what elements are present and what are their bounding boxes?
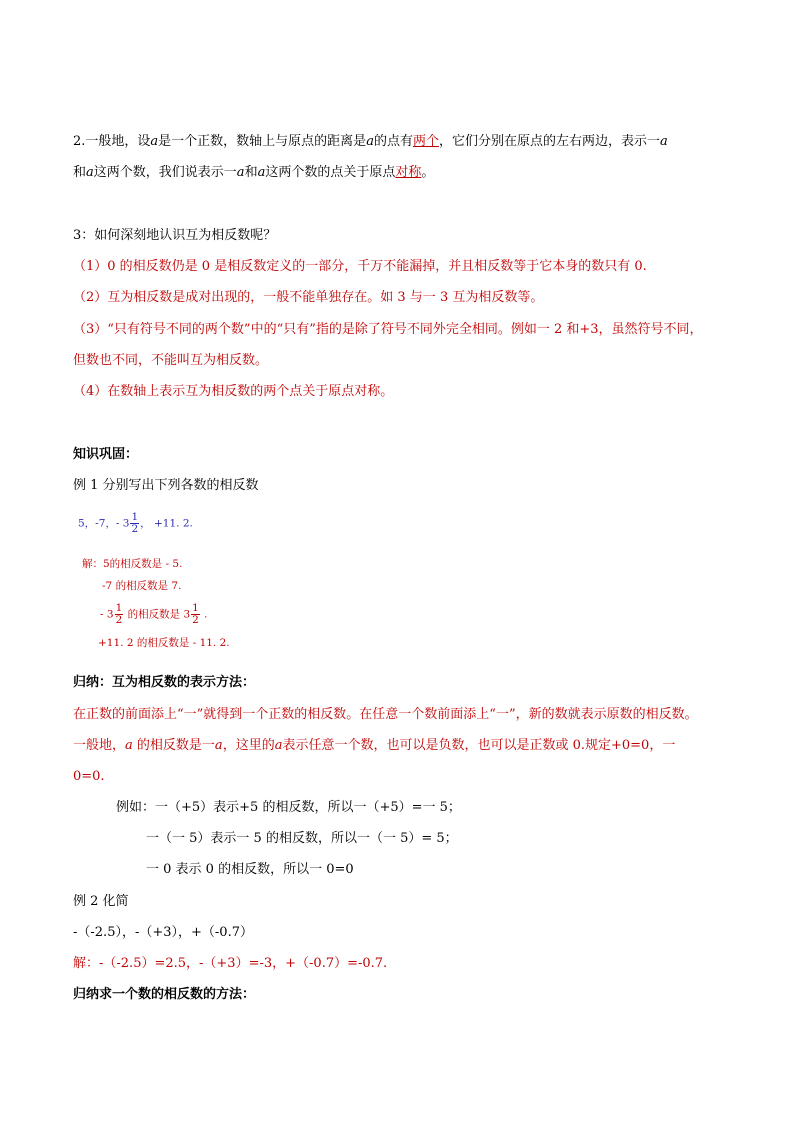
- text: 这两个数的点关于原点: [265, 165, 396, 180]
- text: 2.一般地，设: [73, 134, 151, 149]
- text: - 3: [100, 608, 114, 621]
- fraction-one-half: [130, 512, 139, 535]
- consolidation-heading: 知识巩固：: [73, 447, 139, 462]
- summary1-example-line3: 一 0 表示 0 的相反数，所以一 0=0: [146, 862, 354, 877]
- section3-item3-line2: 但数也不同，不能叫互为相反数。: [73, 353, 269, 368]
- text: 表示任意一个数，也可以是负数，也可以是正数或 0.规定+0=0，一: [282, 738, 676, 753]
- section2-line2: [73, 165, 434, 181]
- variable-a: a: [660, 134, 668, 149]
- variable-a: a: [150, 134, 159, 149]
- fraction-one-half: [191, 603, 200, 626]
- example1-numbers: [78, 512, 193, 535]
- section3-item1: （1）0 的相反数仍是 0 是相反数定义的一部分，千万不能漏掉，并且相反数等于它本身的数只有 0.: [73, 259, 647, 274]
- variable-a: a: [274, 738, 283, 753]
- example2-problem: -（-2.5），-（+3），+（-0.7）: [73, 925, 253, 940]
- solution1-line2: -7 的相反数是 7.: [102, 580, 182, 592]
- variable-a: a: [236, 165, 245, 180]
- example2-solution: 解：-（-2.5）=2.5，-（+3）=-3，+（-0.7）=-0.7.: [73, 956, 388, 971]
- keyword-symmetric: 对称: [395, 165, 422, 180]
- text: 。: [421, 165, 435, 180]
- fraction-numerator: 1: [192, 602, 199, 614]
- summary1-line1: 在正数的前面添上“一”就得到一个正数的相反数。在任意一个数前面添上“一”，新的数就表示原数的相反数。: [73, 707, 698, 722]
- text: 是一个正数，数轴上与原点的距离是: [158, 134, 367, 149]
- text: ，它们分别在原点的左右两边，表示一: [438, 134, 660, 149]
- summary1-example-line2: 一（一 5）表示一 5 的相反数，所以一（一 5）= 5；: [146, 831, 458, 846]
- variable-a: a: [86, 165, 94, 180]
- fraction-denominator: 2: [115, 614, 123, 626]
- fraction-one-half: [115, 603, 124, 626]
- section3-item2: （2）互为相反数是成对出现的，一般不能单独存在。如 3 与一 3 互为相反数等。: [73, 290, 544, 305]
- variable-a: a: [257, 165, 266, 180]
- solution1-line3: [100, 603, 208, 626]
- text: 的相反数是 3: [124, 608, 191, 621]
- variable-a: a: [366, 134, 374, 149]
- section3-item3-line1: （3）“只有符号不同的两个数”中的“只有”指的是除了符号不同外完全相同。例如一 2 和+3，虽然符号不同，: [73, 322, 703, 337]
- fraction-denominator: 2: [192, 614, 199, 626]
- section2-line1: [73, 134, 668, 150]
- text: 和: [244, 165, 258, 180]
- section3-title: 3：如何深刻地认识互为相反数呢？: [73, 228, 277, 243]
- text: 的相反数是一: [132, 738, 215, 753]
- summary1-heading: 归纳：互为相反数的表示方法：: [73, 675, 256, 690]
- summary2-heading: 归纳求一个数的相反数的方法：: [73, 987, 256, 1002]
- text: ，这里的: [222, 738, 275, 753]
- text: 一般地，: [73, 738, 126, 753]
- summary1-line2: [73, 738, 675, 754]
- text: 和: [73, 165, 87, 180]
- example1-title: 例 1 分别写出下列各数的相反数: [73, 478, 259, 493]
- variable-a: a: [125, 738, 133, 753]
- solution1-line1: 解：5的相反数是 - 5.: [82, 558, 183, 570]
- text: 这两个数，我们说表示一: [93, 165, 237, 180]
- summary1-line3: 0=0.: [73, 769, 105, 784]
- text: .: [200, 608, 208, 621]
- example2-title: 例 2 化简: [73, 894, 129, 909]
- fraction-denominator: 2: [131, 523, 139, 535]
- numbers-text: ， +11. 2.: [140, 517, 193, 530]
- keyword-two: 两个: [412, 134, 439, 149]
- numbers-text: 5，-7，- 3: [78, 517, 130, 530]
- text: 的点有: [373, 134, 413, 149]
- variable-a: a: [214, 738, 223, 753]
- summary1-example-line1: 例如：一（+5）表示+5 的相反数，所以一（+5）=一 5；: [116, 800, 461, 815]
- solution1-line4: +11. 2 的相反数是 - 11. 2.: [98, 637, 230, 649]
- fraction-numerator: 1: [115, 602, 123, 614]
- section3-item4: （4）在数轴上表示互为相反数的两个点关于原点对称。: [73, 384, 394, 399]
- fraction-numerator: 1: [131, 511, 139, 523]
